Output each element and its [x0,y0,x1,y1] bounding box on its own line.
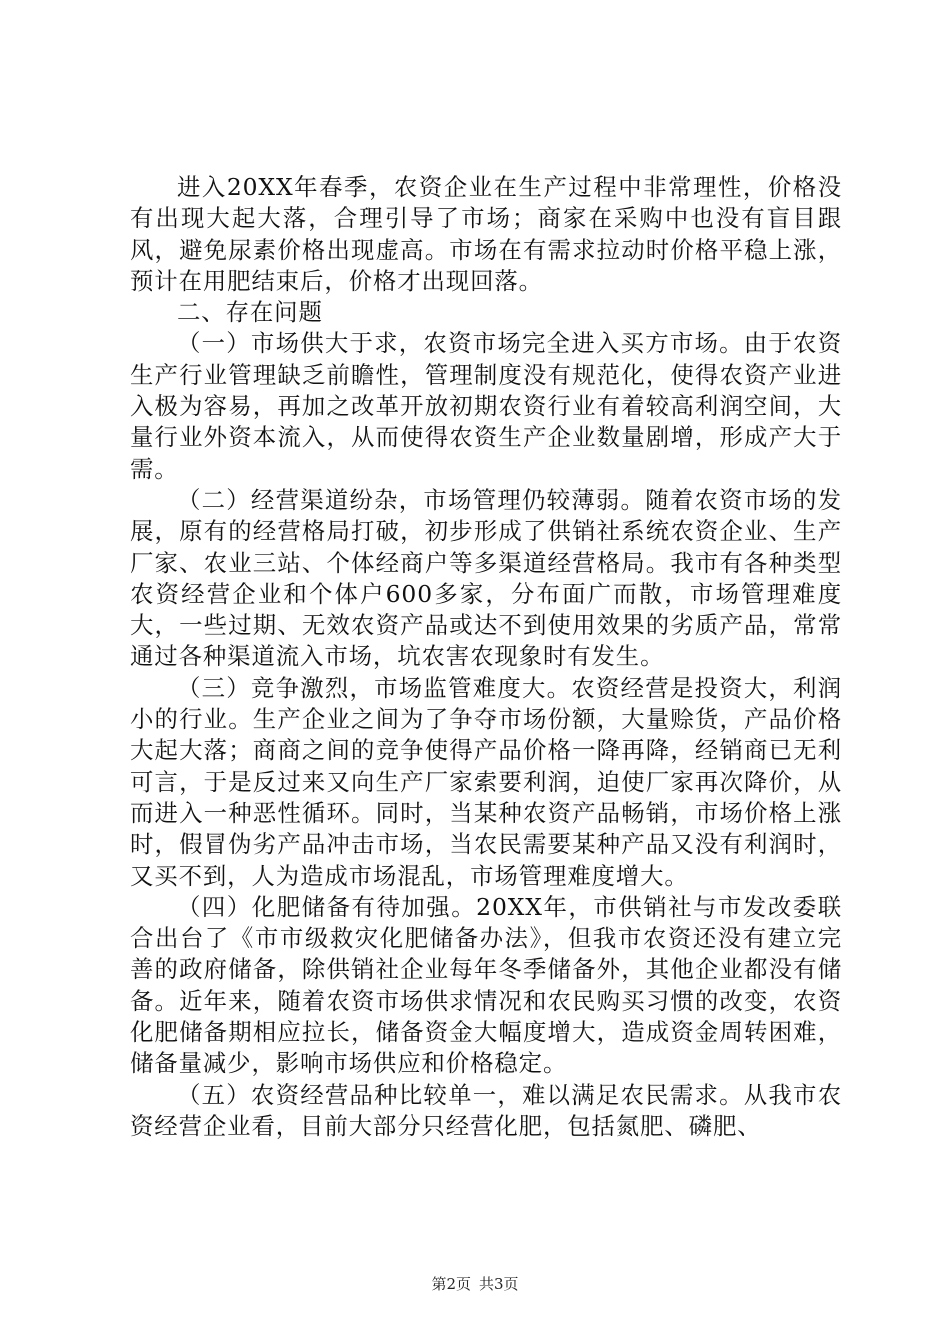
paragraph-problem-5: （五）农资经营品种比较单一，难以满足农民需求。从我市农资经营企业看，目前大部分只经营化肥，包括氮肥、磷肥、 [130,1080,842,1140]
body-text [130,172,842,1142]
paragraph-spring-market: 进入20XX年春季，农资企业在生产过程中非常理性，价格没有出现大起大落，合理引导了市场；商家在采购中也没有盲目跟风，避免尿素价格出现虚高。市场在有需求拉动时价格平稳上涨，预计在用肥结束后，价格才出现回落。 [130,173,842,295]
paragraph-problem-1: （一）市场供大于求，农资市场完全进入买方市场。由于农资生产行业管理缺乏前瞻性，管理制度没有规范化，使得农资产业进入极为容易，再加之改革开放初期农资行业有着较高利润空间，大量行业外资本流入，从而使得农资生产企业数量剧增，形成产大于需。 [130,329,842,483]
paragraph-problem-4: （四）化肥储备有待加强。20XX年，市供销社与市发改委联合出台了《市市级救灾化肥储备办法》，但我市农资还没有建立完善的政府储备，除供销社企业每年冬季储备外，其他企业都没有储备。近年来，随着农资市场供求情况和农民购买习惯的改变，农资化肥储备期相应拉长，储备资金大幅度增大，造成资金周转困难，储备量减少，影响市场供应和价格稳定。 [130,892,842,1078]
heading-existing-problems: 二、存在问题 [177,298,323,327]
page-total: 共3页 [479,1275,519,1293]
page-footer [0,1274,950,1294]
page-number: 第2页 [431,1275,471,1293]
paragraph-problem-3: （三）竞争激烈，市场监管难度大。农资经营是投资大，利润小的行业。生产企业之间为了争夺市场份额，大量赊货，产品价格大起大落；商商之间的竞争使得产品价格一降再降，经销商已无利可言，于是反过来又向生产厂家索要利润，迫使厂家再次降价，从而进入一种恶性循环。同时，当某种农资产品畅销，市场价格上涨时，假冒伪劣产品冲击市场，当农民需要某种产品又没有利润时，又买不到，人为造成市场混乱，市场管理难度增大。 [130,673,842,890]
paragraph-problem-2: （二）经营渠道纷杂，市场管理仍较薄弱。随着农资市场的发展，原有的经营格局打破，初步形成了供销社系统农资企业、生产厂家、农业三站、个体经商户等多渠道经营格局。我市有各种类型农资经营企业和个体户600多家，分布面广而散，市场管理难度大，一些过期、无效农资产品或达不到使用效果的劣质产品，常常通过各种渠道流入市场，坑农害农现象时有发生。 [130,485,842,671]
